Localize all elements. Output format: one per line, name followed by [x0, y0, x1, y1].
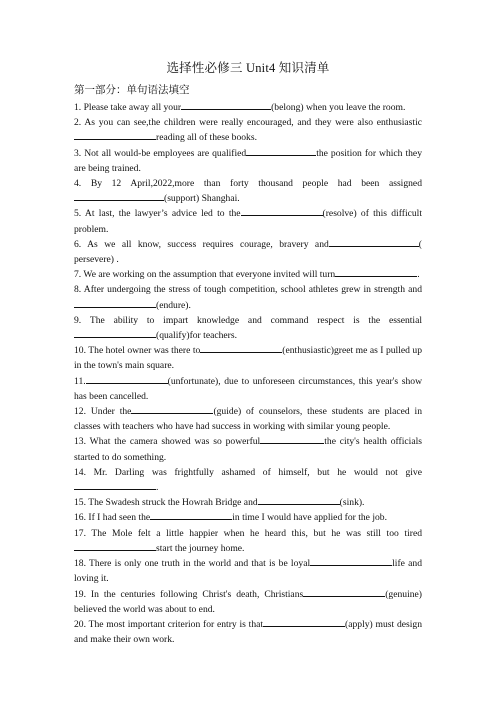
- question-list: [74, 100, 422, 647]
- question-item: 16. If I had seen the in time I would have applied for the job.: [74, 512, 387, 524]
- answer-blank[interactable]: [150, 510, 232, 520]
- question-item: 14. Mr. Darling was frightfully ashamed of himself, but he would not give.: [74, 466, 422, 494]
- answer-blank[interactable]: [74, 480, 156, 490]
- question-item: 8. After undergoing the stress of tough competition, school athletes grew in strength and(endure).: [74, 284, 422, 311]
- answer-blank[interactable]: [241, 206, 323, 216]
- answer-blank[interactable]: [181, 100, 271, 110]
- answer-blank[interactable]: [200, 343, 282, 353]
- question-item: 10. The hotel owner was there to (enthusiastic)greet me as I pulled up in the town's main square.: [74, 345, 422, 372]
- question-item: 2. As you can see,the children were really encouraged, and they were also enthusiasticreading all of these books.: [74, 117, 422, 144]
- answer-blank[interactable]: [131, 404, 213, 414]
- question-item: 9. The ability to impart knowledge and command respect is the essential(qualify)for teachers.: [74, 314, 422, 342]
- question-item: 19. In the centuries following Christ's death, Christians (genuine) believed the world was about to end.: [74, 588, 422, 615]
- question-item: 1. Please take away all your (belong) when you leave the room.: [74, 102, 406, 113]
- answer-blank[interactable]: [86, 374, 168, 384]
- question-item: 12. Under the (guide) of counselors, these students are placed in classes with teachers who have had success in working with similar young people.: [74, 406, 422, 433]
- question-item: 20. The most important criterion for entry is that (apply) must design and make their own work.: [74, 618, 422, 646]
- question-item: 17. The Mole felt a little happier when he heard this, but he was still too tiredstart the journey home.: [74, 527, 422, 554]
- question-item: 4. By 12 April,2022,more than forty thousand people had been assigned(support) Shanghai.: [74, 178, 422, 205]
- question-item: 6. As we all know, success requires courage, bravery and ( persevere) .: [74, 238, 422, 266]
- answer-blank[interactable]: [335, 267, 417, 277]
- answer-blank[interactable]: [246, 146, 316, 156]
- question-item: 3. Not all would-be employees are qualified the position for which they are being trained.: [74, 147, 422, 174]
- answer-blank[interactable]: [74, 191, 164, 201]
- answer-blank[interactable]: [303, 587, 385, 597]
- question-item: 11. (unfortunate), due to unforeseen circumstances, this year's show has been cancelled.: [74, 375, 422, 402]
- answer-blank[interactable]: [74, 541, 156, 551]
- page-title: 选择性必修三 Unit4 知识清单: [166, 61, 330, 75]
- answer-blank[interactable]: [260, 434, 324, 444]
- question-item: 18. There is only one truth in the world and that is be loyal life and loving it.: [74, 558, 422, 585]
- question-item: 5. At last, the lawyer’s advice led to the (resolve) of this difficult problem.: [74, 208, 422, 235]
- answer-blank[interactable]: [74, 298, 156, 308]
- question-item: 7. We are working on the assumption that everyone invited will turn .: [74, 269, 420, 281]
- question-item: 15. The Swadesh struck the Howrah Bridge and (sink).: [74, 497, 365, 509]
- answer-blank[interactable]: [263, 617, 345, 627]
- answer-blank[interactable]: [329, 237, 419, 247]
- answer-blank[interactable]: [74, 130, 156, 140]
- answer-blank[interactable]: [258, 495, 340, 505]
- question-item: 13. What the camera showed was so powerful the city's health officials started to do something.: [74, 436, 423, 463]
- answer-blank[interactable]: [74, 328, 156, 338]
- answer-blank[interactable]: [310, 556, 392, 566]
- section-heading: 第一部分：单句语法填空: [74, 85, 190, 96]
